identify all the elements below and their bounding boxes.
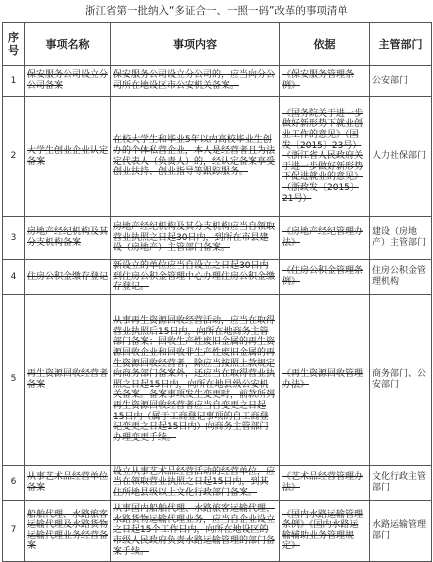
row-dept: 公安部门 bbox=[370, 66, 432, 97]
header-content: 事项内容 bbox=[111, 23, 280, 66]
table-row bbox=[3, 97, 432, 217]
header-dept: 主管部门 bbox=[370, 23, 432, 66]
row-basis: 《国务院关于进一步做好新形势下就业创业工作的意见》（国发〔2015〕23号）《浙江省人民政府关于进一步做好新形势下促进就业的意见》（浙政发〔2015〕21号） bbox=[280, 97, 370, 217]
table-header-row bbox=[3, 23, 432, 66]
row-dept: 水路运输管理部门 bbox=[370, 500, 432, 561]
row-content: 在校大学生和毕业5年以内高校毕业生创办的个体私营企业，本人是经营者且为法定代表人（负责人）的，经认定备案享受创业扶持、创业指导等跟踪服务。 bbox=[111, 97, 280, 217]
row-name: 大学生创业企业认定备案 bbox=[25, 97, 111, 217]
row-seq: 3 bbox=[3, 217, 25, 260]
row-seq: 4 bbox=[3, 260, 25, 295]
table-row bbox=[3, 260, 432, 295]
row-seq: 1 bbox=[3, 66, 25, 97]
row-content: 从事再生资源回收经营活动，应当在取得营业执照后15日内，向所在地商务主管部门备案；回收生产性废旧金属的再生资源回收企业和回收非生产性废旧金属的再生资源回收经营者，除应当按照上款规定向商务部门备案外，还应当在取得营业执照之日起15日内，向所在地县级公安机关备案。备案事项发生变更时，前款所列再生资源回收经营者应当自变更之日起15日内（属于工商登记事项的自工商登记变更之日起15日内）向商务主管部门办理变更手续。 bbox=[111, 294, 280, 465]
row-basis: 《住房公积金管理条例》 bbox=[280, 260, 370, 295]
table-row bbox=[3, 465, 432, 500]
row-dept: 文化行政主管部门 bbox=[370, 465, 432, 500]
row-dept: 建设（房地产）主管部门 bbox=[370, 217, 432, 260]
row-basis: 《保安服务管理条例》 bbox=[280, 66, 370, 97]
row-seq: 6 bbox=[3, 465, 25, 500]
table-row bbox=[3, 217, 432, 260]
row-content: 新设立的单位应当自设立之日起30日内到住房公积金管理中心办理住房公积金缴存登记。 bbox=[111, 260, 280, 295]
row-content: 房地产经纪机构及其分支机构应当自领取营业执照之日起30日内，到所在市县建设（房地产）主管部门备案。 bbox=[111, 217, 280, 260]
row-basis: 《国内水路运输管理条例》《国内水路运输辅助业务管理规定》 bbox=[280, 500, 370, 561]
items-table bbox=[2, 22, 432, 562]
header-name: 事项名称 bbox=[25, 23, 111, 66]
row-content: 设立从事艺术品经营活动的经营单位，应当在领取营业执照之日起15日内，到其住所地县级以上文化行政部门备案。 bbox=[111, 465, 280, 500]
row-seq: 7 bbox=[3, 500, 25, 561]
row-content: 从事国内船舶代理、水路旅客运输代理、水路货物运输代理业务，应当自企业设立之日起15个工作日内，向所在地设区的市级人民政府负责水路运输管理的部门备案手续。 bbox=[111, 500, 280, 561]
table-row bbox=[3, 66, 432, 97]
document-title: 浙江省第一批纳入“多证合一、一照一码”改革的事项清单 bbox=[85, 5, 348, 17]
row-name: 保安服务公司设立分公司备案 bbox=[25, 66, 111, 97]
row-dept: 商务部门、公安部门 bbox=[370, 294, 432, 465]
row-name: 房地产经纪机构及其分支机构备案 bbox=[25, 217, 111, 260]
row-name: 住房公积金缴存登记 bbox=[25, 260, 111, 295]
row-dept: 人力社保部门 bbox=[370, 97, 432, 217]
row-basis: 《艺术品经营管理办法》 bbox=[280, 465, 370, 500]
row-seq: 2 bbox=[3, 97, 25, 217]
row-dept: 住房公积金管理机构 bbox=[370, 260, 432, 295]
row-name: 再生资源回收经营者备案 bbox=[25, 294, 111, 465]
row-basis: 《再生资源回收管理办法》 bbox=[280, 294, 370, 465]
row-basis: 《房地产经纪管理办法》 bbox=[280, 217, 370, 260]
header-seq: 序号 bbox=[3, 23, 25, 66]
header-basis: 依据 bbox=[280, 23, 370, 66]
table-row bbox=[3, 500, 432, 561]
row-name: 从事艺术品经营单位备案 bbox=[25, 465, 111, 500]
row-seq: 5 bbox=[3, 294, 25, 465]
row-content: 保安服务公司设立分公司的，应当向分公司所在地设区市公安机关备案。 bbox=[111, 66, 280, 97]
table-row bbox=[3, 294, 432, 465]
row-name: 船舶代理、水路旅客运输代理及水路货物运输代理业务经营备案 bbox=[25, 500, 111, 561]
